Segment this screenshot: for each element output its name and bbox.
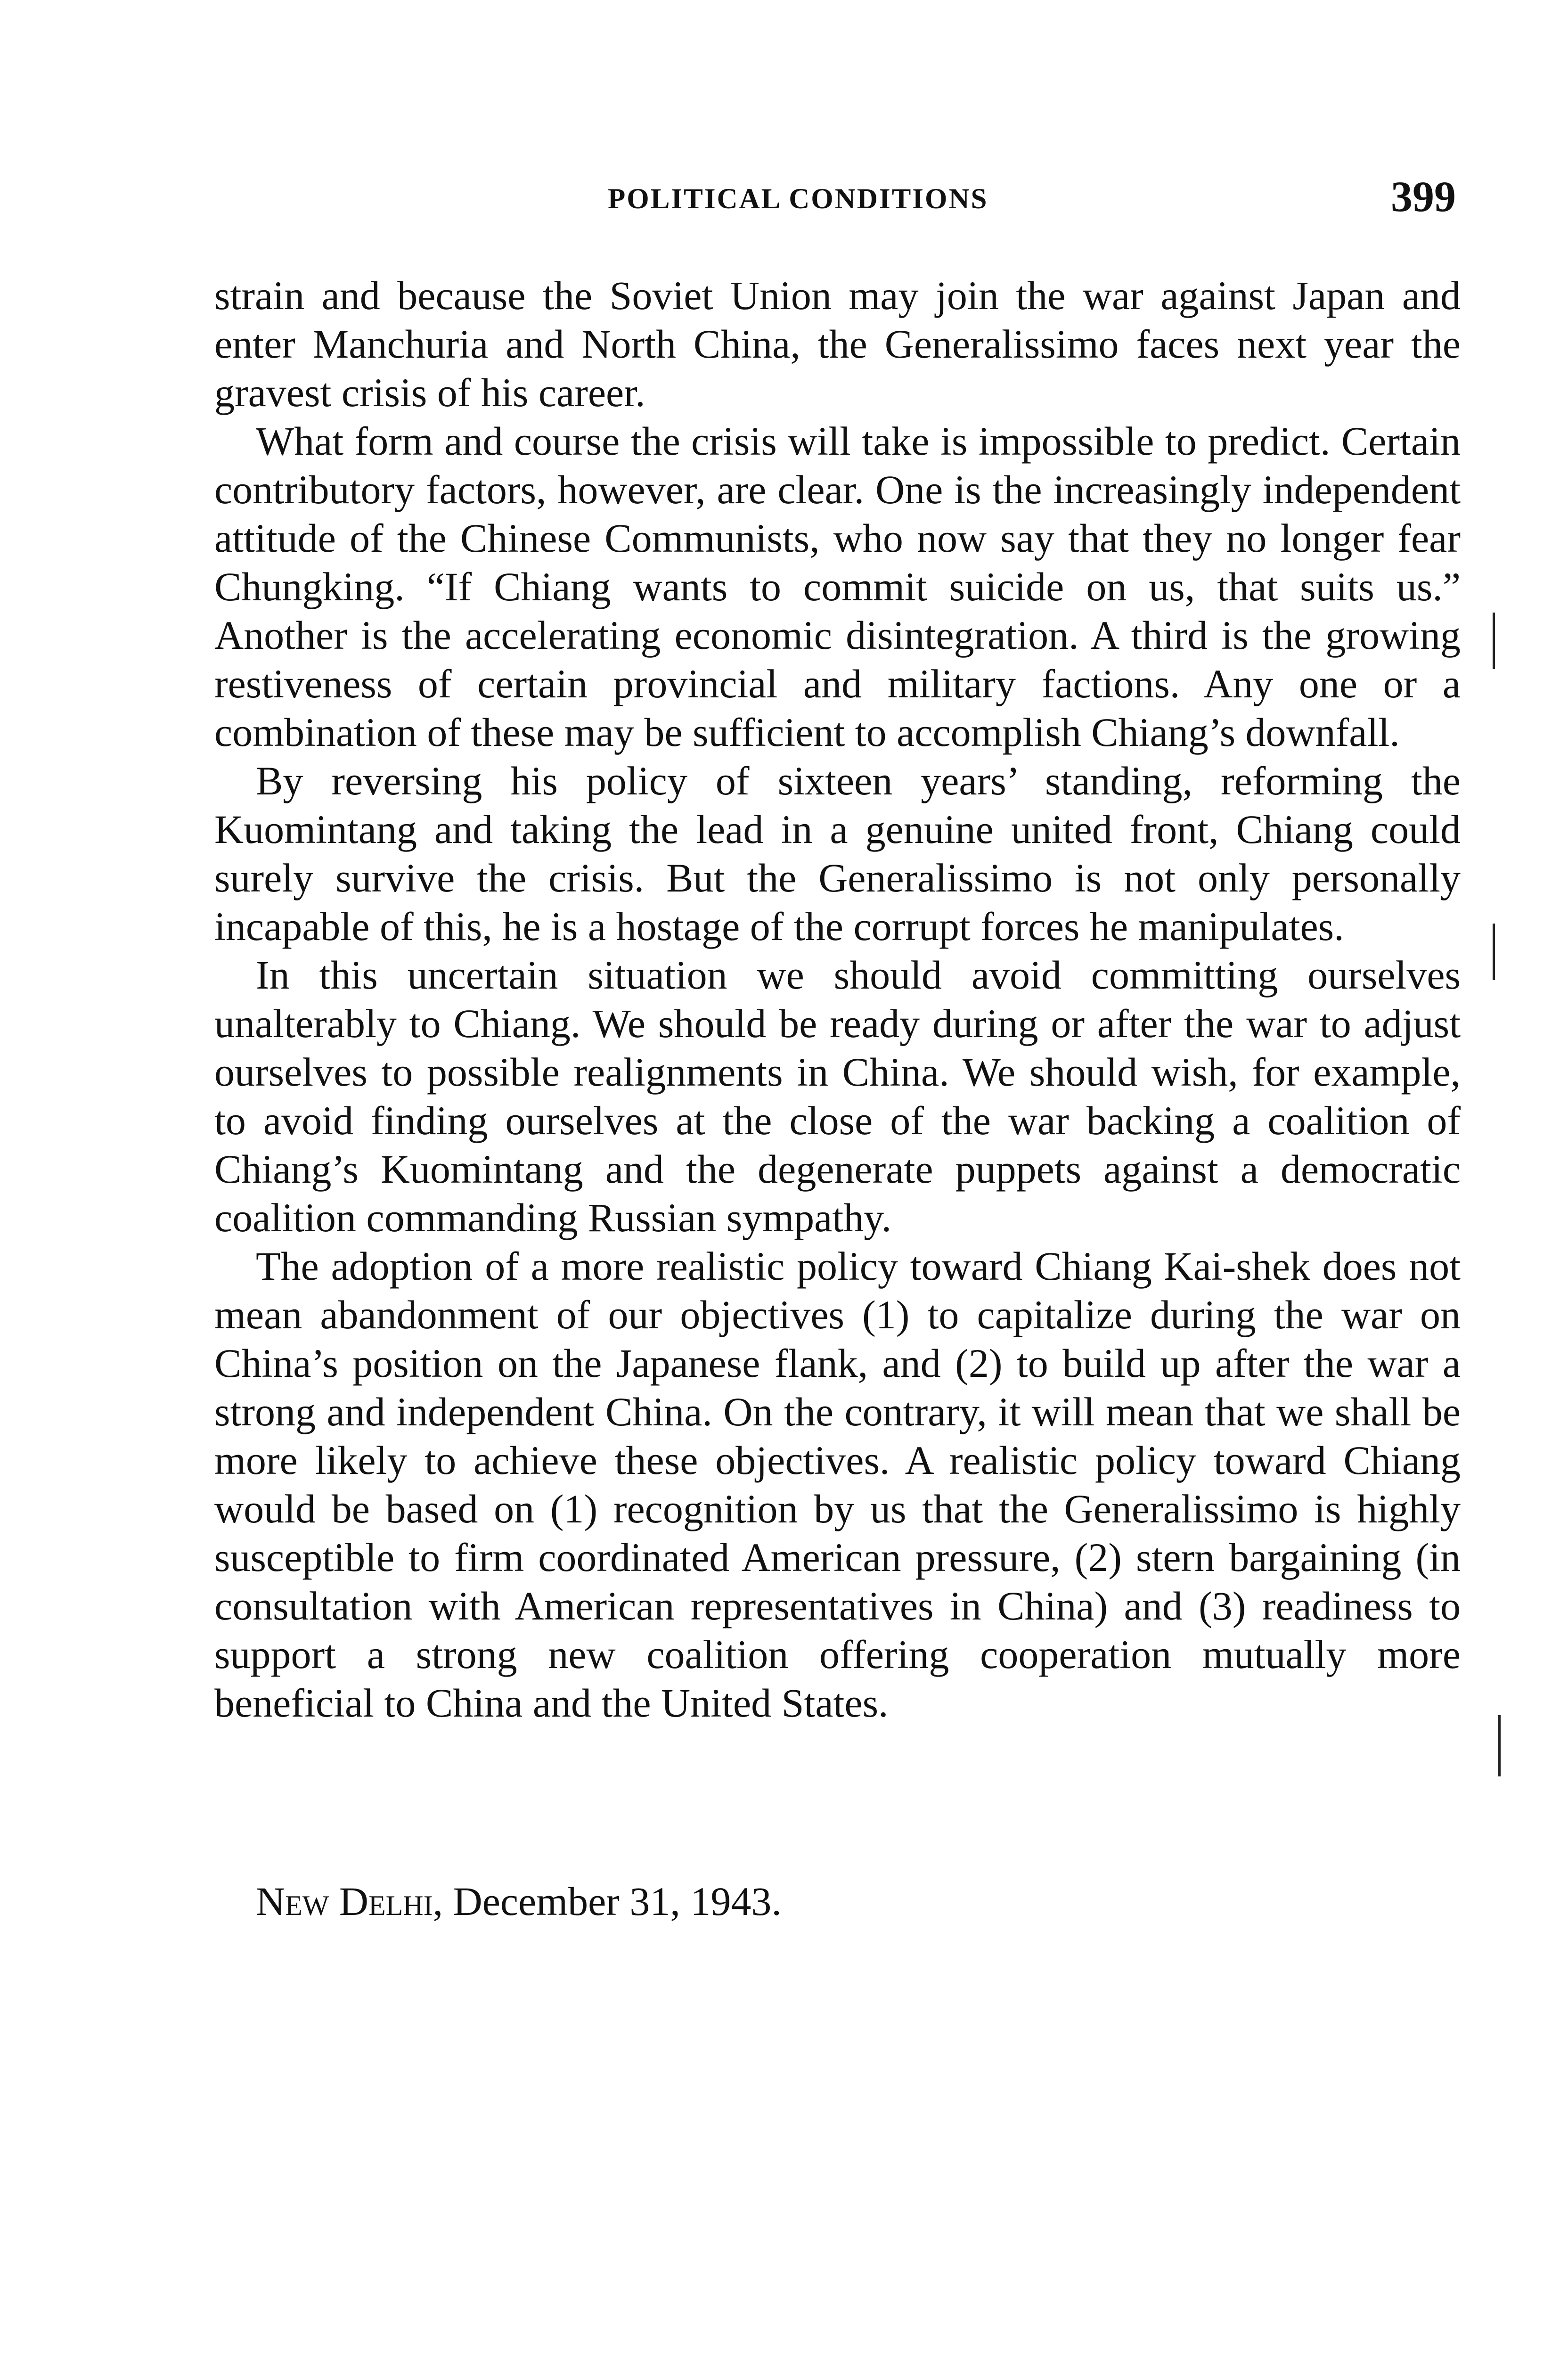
body-text xyxy=(214,271,1461,1727)
margin-mark xyxy=(1493,924,1495,980)
paragraph-uncertain-situation: In this uncertain situation we should avoid committing ourselves unalterably to Chiang. We should be ready during or after the war to adjust ourselves to possible realignments in China. We should wish, for example, to avoid finding ourselves at the close of the war backing a coalition of Chiang’s Kuomintang and the degenerate puppets against a democratic coalition commanding Russian sympathy. xyxy=(214,952,1461,1240)
dateline xyxy=(256,1878,782,1925)
margin-mark xyxy=(1493,613,1495,669)
paragraph-crisis-factors: What form and course the crisis will take is impossible to predict. Certain contributory factors, however, are clear. One is the increasingly independent attitude of the Chinese Communists, who now say that they no longer fear Chungking. “If Chiang wants to commit suicide on us, that suits us.” Another is the accelerating economic disintegration. A third is the growing restiveness of certain provincial and military factions. Any one or a combination of these may be sufficient to accomplish Chiang’s downfall. xyxy=(214,418,1461,755)
running-head: POLITICAL CONDITIONS xyxy=(608,183,988,215)
margin-mark xyxy=(1498,1715,1501,1776)
paragraph-realistic-policy: The adoption of a more realistic policy toward Chiang Kai-shek does not mean abandonment of our objectives (1) to capitalize during the war on China’s position on the Japanese flank, and (2) to build up after the war a strong and independent China. On the contrary, it will mean that we shall be more likely to achieve these objectives. A realistic policy toward Chiang would be based on (1) recognition by us that the Generalissimo is highly susceptible to firm coordinated American pressure, (2) stern bargaining (in consultation with American representatives in China) and (3) readiness to support a strong new coalition offering cooperation mutually more beneficial to China and the United States. xyxy=(214,1243,1461,1726)
dateline-date: , December 31, 1943. xyxy=(433,1879,782,1924)
page-number: 399 xyxy=(1391,172,1456,221)
dateline-place: New Delhi xyxy=(256,1879,433,1924)
paragraph-reversing-policy: By reversing his policy of sixteen years’ standing, reforming the Kuomintang and taking the lead in a genuine united front, Chiang could surely survive the crisis. But the Generalissimo is not only personally incapable of this, he is a hostage of the corrupt forces he manipulates. xyxy=(214,758,1461,949)
paragraph-continuation: strain and because the Soviet Union may join the war against Japan and enter Manchuria and North China, the Generalissimo faces next year the gravest crisis of his career. xyxy=(214,273,1461,415)
